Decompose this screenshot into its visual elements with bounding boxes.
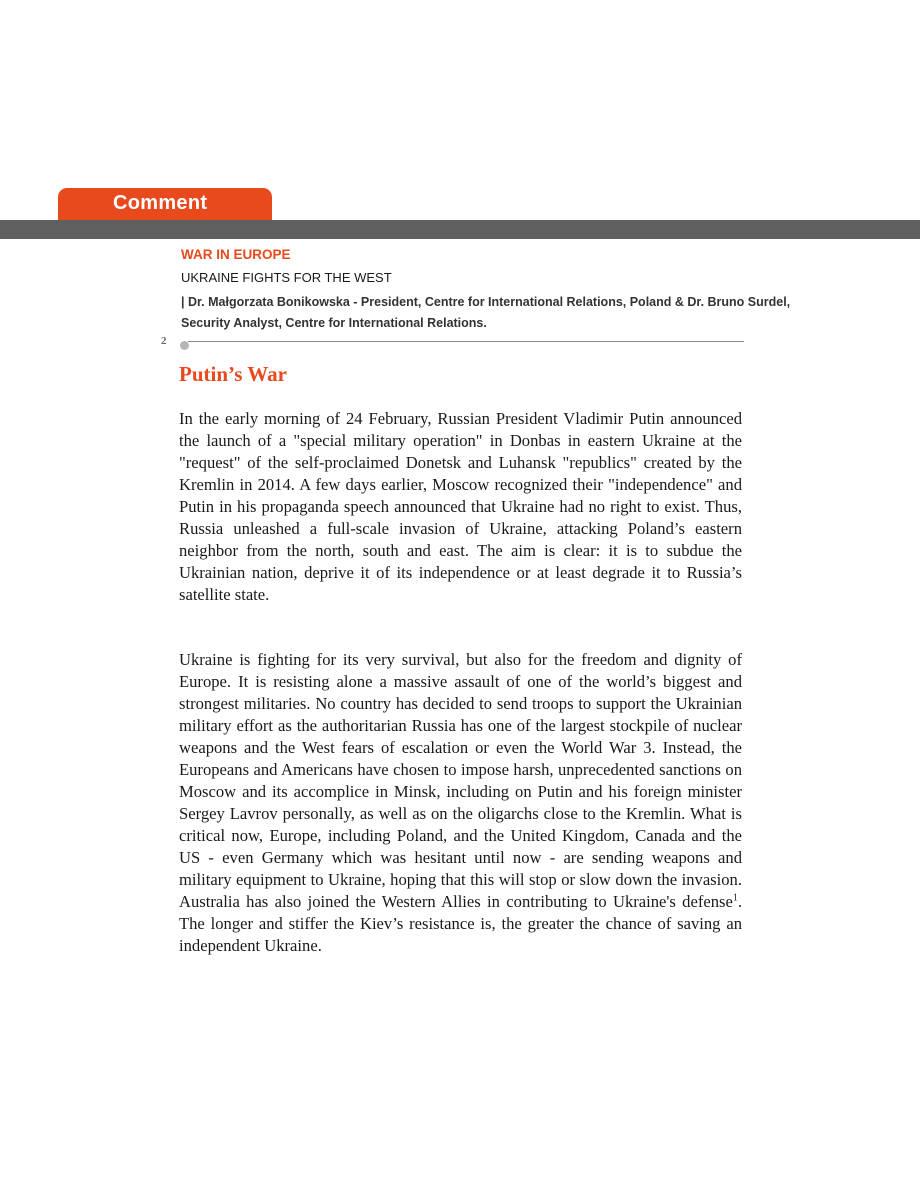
paragraph-2	[179, 649, 742, 957]
page-number: 2	[161, 335, 167, 347]
paragraph-1: In the early morning of 24 February, Russian President Vladimir Putin announced the launch of a "special military operation" in Donbas in eastern Ukraine at the "request" of the self-proclaimed Donetsk and Luhansk "republics" created by the Kremlin in 2014. A few days earlier, Moscow recognized their "independence" and Putin in his propaganda speech announced that Ukraine had no right to exist. Thus, Russia unleashed a full-scale invasion of Ukraine, attacking Poland’s eastern neighbor from the north, south and east. The aim is clear: it is to subdue the Ukrainian nation, deprive it of its independence or at least degrade it to Russia’s satellite state.	[179, 409, 742, 604]
divider-rule	[188, 341, 744, 342]
comment-tab	[58, 188, 272, 220]
rule-dot	[180, 341, 189, 350]
section-kicker: WAR IN EUROPE	[181, 247, 291, 262]
paragraph-2-part-2: . The longer and stiffer the Kiev’s resistance is, the greater the chance of saving an independent Ukraine.	[179, 892, 742, 955]
article-title: Putin’s War	[179, 362, 287, 386]
paragraph-2-part-1: Ukraine is fighting for its very survival, but also for the freedom and dignity of Europe. It is resisting alone a massive assault of one of the world’s biggest and strongest militaries. No country has decided to send troops to support the Ukrainian military effort as the authoritarian Russia has one of the largest stockpile of nuclear weapons and the West fears of escalation or even the World War 3. Instead, the Europeans and Americans have chosen to impose harsh, unprecedented sanctions on Moscow and its accomplice in Minsk, including on Putin and his foreign minister Sergey Lavrov personally, as well as on the oligarchs close to the Kremlin. What is critical now, Europe, including Poland, and the United Kingdom, Canada and the US - even Germany which was hesitant until now - are sending weapons and military equipment to Ukraine, hoping that this will stop or slow down the invasion. Australia has also joined the Western Allies in contributing to Ukraine's defense	[179, 650, 742, 911]
footnote-ref[interactable]: 1	[732, 892, 738, 904]
header-band	[0, 220, 920, 239]
comment-tab-label: Comment	[113, 192, 208, 214]
section-subkicker: UKRAINE FIGHTS FOR THE WEST	[181, 270, 392, 285]
author-line: | Dr. Małgorzata Bonikowska - President, Centre for International Relations, Poland & Dr. Bruno Surdel, Security Analyst, Centre for International Relations.	[181, 295, 791, 330]
